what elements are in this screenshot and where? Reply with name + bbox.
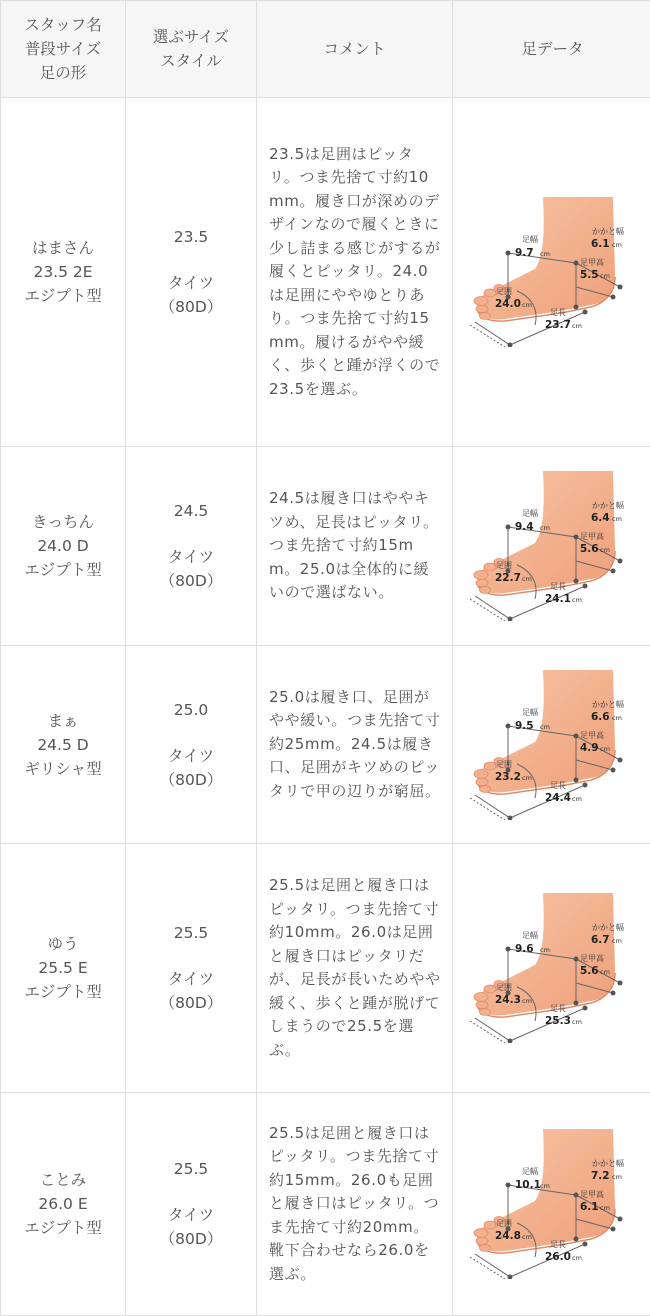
instep-value: 5.6 [580, 543, 599, 555]
width-label: 足幅 [522, 930, 538, 940]
instep-value: 5.5 [580, 269, 599, 281]
comment-text: 25.5は足囲と履き口はピッタリ。つま先捨て寸約10mm。26.0は足囲と履き口はピッタリだが、足長が長いためやや緩く、歩くと踵が脱げてしまうので25.5を選ぶ。 [269, 874, 442, 1062]
style-name: タイツ [126, 967, 256, 991]
table-row [1, 1093, 650, 1316]
comment-text: 25.0は履き口、足囲がやや緩い。つま先捨て寸約25mm。24.5は履き口、足囲がキツめのピッタリで甲の辺りが窮屈。 [269, 686, 442, 804]
width-label: 足幅 [522, 1166, 538, 1176]
heel-unit: cm [612, 1173, 622, 1181]
heel-unit: cm [612, 937, 622, 945]
length-unit: cm [572, 596, 582, 604]
style-denier: （80D） [126, 1227, 256, 1251]
girth-unit: cm [522, 301, 532, 309]
style-name: タイツ [126, 744, 256, 768]
girth-value: 24.8 [495, 1230, 521, 1242]
style-name: タイツ [126, 545, 256, 569]
staff-name: まぁ [1, 709, 125, 733]
girth-value: 23.2 [495, 771, 521, 783]
length-label: 足長 [550, 781, 566, 790]
foot-shape: ギリシャ型 [1, 757, 125, 781]
foot-diagram [465, 197, 640, 347]
width-label: 足幅 [522, 707, 538, 717]
heel-unit: cm [612, 241, 622, 249]
girth-label: 足囲 [496, 983, 512, 992]
instep-value: 5.6 [580, 965, 599, 977]
foot-diagram [465, 1129, 640, 1279]
instep-unit: cm [600, 272, 610, 280]
chosen-size: 24.5 [126, 499, 256, 523]
usual-size: 25.5 E [1, 956, 125, 980]
width-label: 足幅 [522, 234, 538, 244]
style-denier: （80D） [126, 991, 256, 1015]
heel-label: かかと幅 [592, 226, 624, 236]
instep-label: 足甲高 [580, 1189, 604, 1199]
heel-label: かかと幅 [592, 1158, 624, 1168]
header-size-line2: スタイル [126, 49, 256, 73]
length-unit: cm [572, 1018, 582, 1026]
girth-unit: cm [522, 997, 532, 1005]
foot-shape: エジプト型 [1, 284, 125, 308]
usual-size: 24.5 D [1, 733, 125, 757]
heel-value: 6.4 [591, 512, 610, 524]
instep-label: 足甲高 [580, 953, 604, 963]
table-row [1, 447, 650, 646]
foot-diagram [465, 471, 640, 621]
chosen-size-cell [126, 1093, 257, 1316]
instep-unit: cm [600, 745, 610, 753]
instep-label: 足甲高 [580, 531, 604, 541]
chosen-size: 23.5 [126, 225, 256, 249]
staff-name: ゆう [1, 932, 125, 956]
girth-unit: cm [522, 1233, 532, 1241]
foot-diagram [465, 893, 640, 1043]
comment-cell [257, 1093, 453, 1316]
width-value: 9.7 [515, 247, 534, 259]
chosen-size-cell [126, 844, 257, 1093]
girth-label: 足囲 [496, 561, 512, 570]
length-value: 24.4 [545, 792, 571, 804]
style-name: タイツ [126, 271, 256, 295]
width-value: 9.4 [515, 521, 534, 533]
girth-label: 足囲 [496, 1219, 512, 1228]
header-staff-line1: スタッフ名 [1, 13, 125, 37]
foot-data-cell [453, 1093, 650, 1316]
girth-value: 22.7 [495, 572, 521, 584]
width-value: 9.5 [515, 720, 534, 732]
length-label: 足長 [550, 1240, 566, 1249]
style-denier: （80D） [126, 295, 256, 319]
style-denier: （80D） [126, 569, 256, 593]
instep-value: 4.9 [580, 742, 599, 754]
chosen-size-cell [126, 646, 257, 844]
foot-shape: エジプト型 [1, 1216, 125, 1240]
staff-cell [1, 447, 126, 646]
foot-diagram [465, 670, 640, 820]
girth-value: 24.0 [495, 298, 521, 310]
girth-label: 足囲 [496, 287, 512, 296]
style-denier: （80D） [126, 768, 256, 792]
instep-label: 足甲高 [580, 730, 604, 740]
staff-name: ことみ [1, 1168, 125, 1192]
girth-unit: cm [522, 774, 532, 782]
comment-cell [257, 447, 453, 646]
comment-text: 23.5は足囲はピッタリ。つま先捨て寸約10mm。履き口が深めのデザインなので履くときに少し詰まる感じがするが履くとピッタリ。24.0は足囲にややゆとりあり。つま先捨て寸約15mm。履けるがやや緩く、歩くと踵が浮くので23.5を選ぶ。 [269, 143, 442, 402]
heel-unit: cm [612, 515, 622, 523]
instep-label: 足甲高 [580, 257, 604, 267]
usual-size: 23.5 2E [1, 260, 125, 284]
foot-shape: エジプト型 [1, 980, 125, 1004]
width-label: 足幅 [522, 508, 538, 518]
length-value: 23.7 [545, 319, 571, 331]
table-row [1, 646, 650, 844]
width-value: 9.6 [515, 943, 534, 955]
width-unit: cm [540, 524, 550, 532]
heel-label: かかと幅 [592, 699, 624, 709]
staff-cell [1, 98, 126, 447]
length-unit: cm [572, 795, 582, 803]
heel-label: かかと幅 [592, 500, 624, 510]
staff-name: きっちん [1, 510, 125, 534]
header-foot-data: 足データ [453, 1, 650, 98]
heel-value: 6.1 [591, 238, 610, 250]
foot-data-cell [453, 844, 650, 1093]
length-value: 25.3 [545, 1015, 571, 1027]
foot-data-cell [453, 447, 650, 646]
girth-unit: cm [522, 575, 532, 583]
header-staff-line2: 普段サイズ [1, 37, 125, 61]
width-unit: cm [540, 1182, 550, 1190]
staff-cell [1, 1093, 126, 1316]
length-unit: cm [572, 322, 582, 330]
comment-cell [257, 844, 453, 1093]
width-unit: cm [540, 250, 550, 258]
staff-cell [1, 844, 126, 1093]
table-header-row [1, 1, 650, 98]
comment-text: 24.5は履き口はややキツめ、足長はピッタリ。つま先捨て寸約15mm。25.0は全体的に緩いので選ばない。 [269, 487, 442, 605]
instep-unit: cm [600, 546, 610, 554]
heel-value: 6.7 [591, 934, 610, 946]
foot-data-cell [453, 646, 650, 844]
staff-name: はまさん [1, 236, 125, 260]
length-label: 足長 [550, 1004, 566, 1013]
chosen-size: 25.0 [126, 698, 256, 722]
heel-value: 6.6 [591, 711, 610, 723]
instep-value: 6.1 [580, 1201, 599, 1213]
header-size-line1: 選ぶサイズ [126, 25, 256, 49]
girth-value: 24.3 [495, 994, 521, 1006]
width-value: 10.1 [515, 1179, 541, 1191]
length-label: 足長 [550, 308, 566, 317]
chosen-size-cell [126, 447, 257, 646]
header-comment: コメント [257, 1, 453, 98]
header-staff [1, 1, 126, 98]
comment-cell [257, 646, 453, 844]
header-staff-line3: 足の形 [1, 61, 125, 85]
width-unit: cm [540, 723, 550, 731]
foot-shape: エジプト型 [1, 558, 125, 582]
staff-cell [1, 646, 126, 844]
chosen-size-cell [126, 98, 257, 447]
header-size [126, 1, 257, 98]
usual-size: 26.0 E [1, 1192, 125, 1216]
heel-unit: cm [612, 714, 622, 722]
length-unit: cm [572, 1254, 582, 1262]
table-row [1, 98, 650, 447]
foot-data-cell [453, 98, 650, 447]
heel-value: 7.2 [591, 1170, 610, 1182]
comment-cell [257, 98, 453, 447]
length-label: 足長 [550, 582, 566, 591]
style-name: タイツ [126, 1203, 256, 1227]
girth-label: 足囲 [496, 760, 512, 769]
width-unit: cm [540, 946, 550, 954]
heel-label: かかと幅 [592, 922, 624, 932]
length-value: 24.1 [545, 593, 571, 605]
length-value: 26.0 [545, 1251, 571, 1263]
chosen-size: 25.5 [126, 921, 256, 945]
instep-unit: cm [600, 968, 610, 976]
usual-size: 24.0 D [1, 534, 125, 558]
comment-text: 25.5は足囲と履き口はピッタリ。つま先捨て寸約15mm。26.0も足囲と履き口はピッタリ。つま先捨て寸約20mm。靴下合わせなら26.0を選ぶ。 [269, 1122, 442, 1287]
chosen-size: 25.5 [126, 1157, 256, 1181]
instep-unit: cm [600, 1204, 610, 1212]
table-row [1, 844, 650, 1093]
